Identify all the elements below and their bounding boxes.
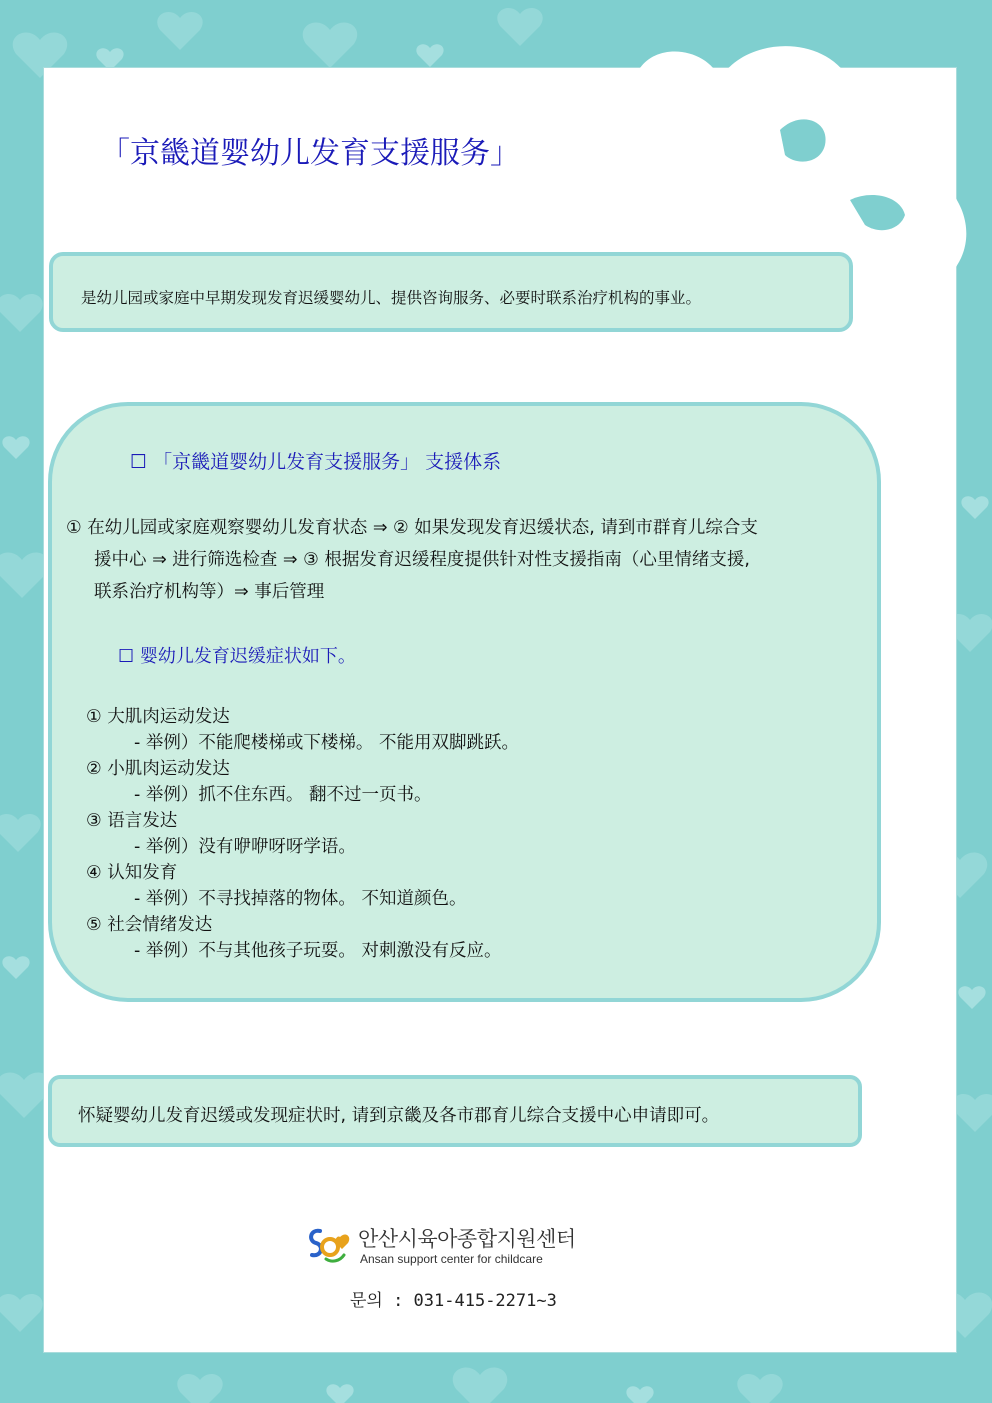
logo-name-english: Ansan support center for childcare: [360, 1252, 543, 1266]
notice-box: [48, 1075, 862, 1147]
notice-text: 怀疑婴幼儿发育迟缓或发现症状时, 请到京畿及各市郡育儿综合支援中心申请即可。: [78, 1106, 720, 1126]
symptom-list: [86, 704, 519, 964]
list-item: [86, 860, 519, 912]
symptom-example: - 举例）不能爬楼梯或下楼梯。 不能用双脚跳跃。: [134, 733, 519, 753]
list-item: [86, 912, 519, 964]
contact-info: 문의 : 031-415-2271~3: [350, 1291, 557, 1311]
list-item: [86, 704, 519, 756]
symptoms-heading: ☐ 婴幼儿发育迟缓症状如下。: [118, 646, 356, 667]
intro-text: 是幼儿园或家庭中早期发现发育迟缓婴幼儿、提供咨询服务、必要时联系治疗机构的事业。: [81, 289, 702, 307]
support-flow: [66, 512, 876, 608]
symptom-name: ② 小肌肉运动发达: [86, 759, 230, 779]
flow-line: 联系治疗机构等）⇒ 事后管理: [94, 582, 325, 602]
symptom-name: ④ 认知发育: [86, 863, 178, 883]
symptom-example: - 举例）抓不住东西。 翻不过一页书。: [134, 785, 432, 805]
list-item: [86, 808, 519, 860]
support-system-heading: ☐ 「京畿道婴幼儿发育支援服务」 支援体系: [130, 451, 502, 473]
symptom-example: - 举例）不与其他孩子玩耍。 对刺激没有反应。: [134, 941, 502, 961]
flow-line: 援中心 ⇒ 进行筛选检查 ⇒ ③ 根据发育迟缓程度提供针对性支援指南（心里情绪支援,: [94, 550, 750, 570]
symptom-example: - 举例）不寻找掉落的物体。 不知道颜色。: [134, 889, 467, 909]
symptom-name: ① 大肌肉运动发达: [86, 707, 230, 727]
support-system-box: [48, 402, 881, 1002]
symptom-example: - 举例）没有咿咿呀呀学语。: [134, 837, 356, 857]
ansan-logo-icon: [306, 1223, 354, 1263]
logo-name-korean: 안산시육아종합지원센터: [358, 1227, 576, 1251]
list-item: [86, 756, 519, 808]
center-logo: [306, 1223, 576, 1271]
page-title: 「京畿道婴幼儿发育支援服务」: [100, 136, 520, 171]
symptom-name: ③ 语言发达: [86, 811, 178, 831]
symptom-name: ⑤ 社会情绪发达: [86, 915, 213, 935]
intro-box: [49, 252, 853, 332]
flow-line: ① 在幼儿园或家庭观察婴幼儿发育状态 ⇒ ② 如果发现发育迟缓状态, 请到市群育儿综合支: [66, 518, 758, 538]
